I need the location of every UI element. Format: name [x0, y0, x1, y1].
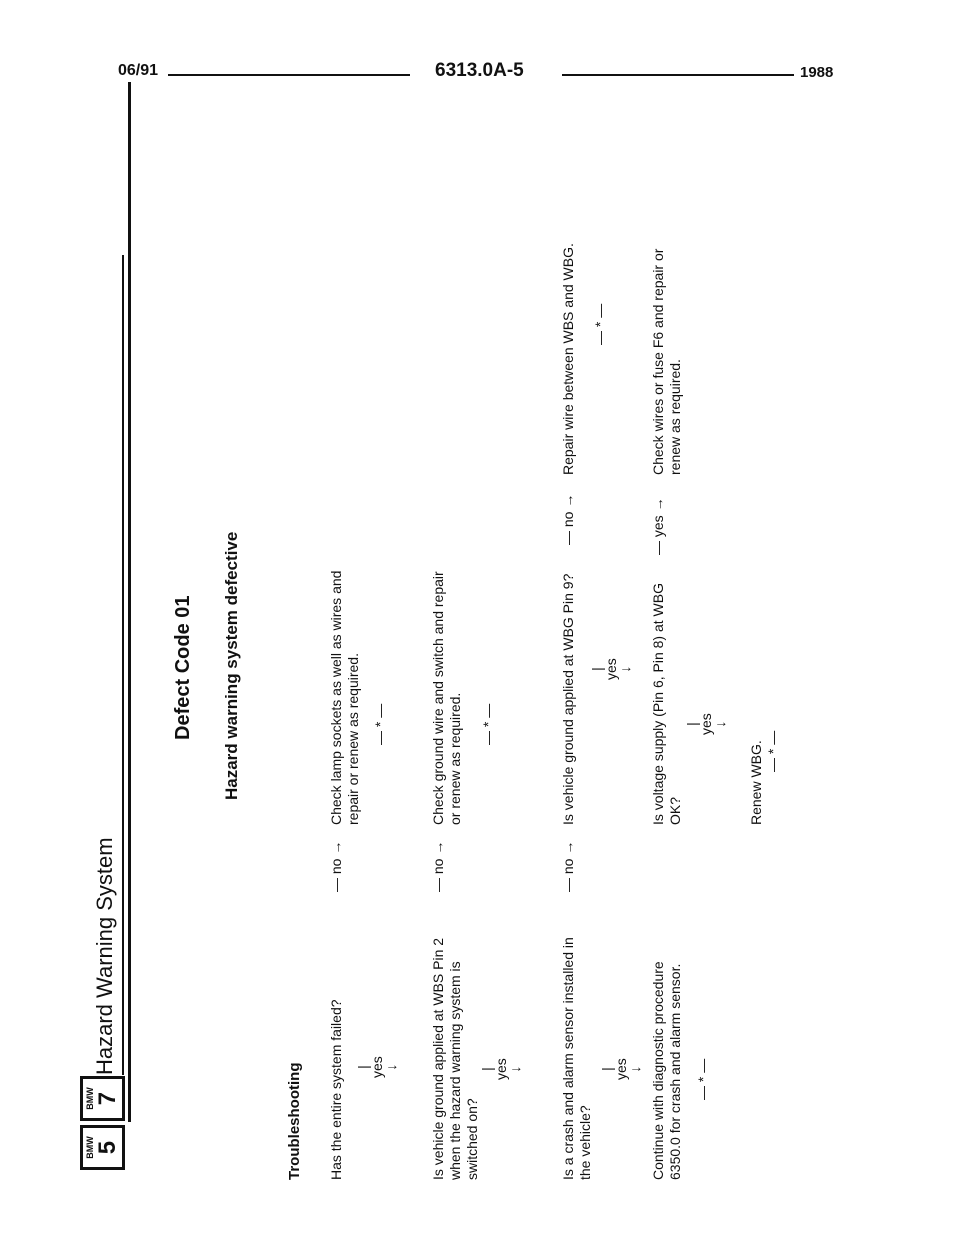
q3-no-arrow: — no → — [560, 840, 576, 892]
q1-end: — * — — [372, 703, 388, 745]
q2-yes: | yes ↓ — [479, 1058, 523, 1080]
q3-text: Is a crash and alarm sensor installed in the vehicle? — [560, 937, 593, 1180]
q2-end: — * — — [480, 703, 496, 745]
q1-no-action: Check lamp sockets as well as wires and repair or renew as required. — [328, 570, 361, 825]
defect-title: Defect Code 01 — [172, 595, 194, 740]
subtitle: Hazard warning system defective — [222, 531, 241, 800]
renew-wbg: Renew WBG. — [748, 740, 764, 825]
continue-text: Continue with diagnostic procedure 6350.0 for crash and alarm sensor. — [650, 961, 683, 1180]
page-body — [60, 100, 780, 1200]
down-arrow-icon: ↓ — [712, 720, 728, 728]
q3-yes: | yes ↓ — [599, 1058, 643, 1080]
bmw-5-badge: BMW 5 — [80, 1125, 125, 1170]
troubleshooting-label: Troubleshooting — [286, 1062, 303, 1180]
header-date: 06/91 — [118, 62, 159, 79]
q4-yes: | yes ↓ — [589, 658, 633, 680]
down-arrow-icon: ↓ — [507, 1065, 523, 1073]
q5-yes-down: | yes ↓ — [684, 713, 728, 735]
q2-text: Is vehicle ground applied at WBS Pin 2 when the hazard warning system is switched on? — [430, 937, 480, 1180]
header-doc-number: 6313.0A-5 — [435, 60, 524, 81]
q1-yes: | yes ↓ — [355, 1056, 399, 1078]
renew-end: — * — — [765, 730, 781, 772]
q4-no-arrow: — no → — [560, 493, 576, 545]
bmw-logo — [80, 1072, 125, 1170]
section-title: Hazard Warning System — [92, 837, 117, 1075]
continue-end: — * — — [695, 1058, 711, 1100]
q2-no-action: Check ground wire and switch and repair or renew as required. — [430, 571, 463, 825]
q5-yes-arrow: — yes → — [650, 497, 666, 555]
header-rule-right — [562, 74, 794, 76]
header-rule-left — [168, 74, 410, 76]
q4-end: — * — — [592, 303, 608, 345]
header-year: 1988 — [800, 64, 834, 81]
q4-no-action: Repair wire between WBS and WBG. — [560, 243, 576, 475]
section-rule — [122, 255, 124, 1075]
down-arrow-icon: ↓ — [617, 665, 633, 673]
bmw-7-badge: BMW 7 — [80, 1076, 125, 1121]
q1-text: Has the entire system failed? — [328, 999, 344, 1180]
down-arrow-icon: ↓ — [627, 1065, 643, 1073]
q1-no-arrow: — no → — [328, 840, 344, 892]
q5-yes-action: Check wires or fuse F6 and repair or renew as required. — [650, 248, 683, 475]
q2-no-arrow: — no → — [430, 840, 446, 892]
q4-text: Is vehicle ground applied at WBG Pin 9? — [560, 573, 576, 825]
q5-text: Is voltage supply (Pin 6, Pin 8) at WBG OK? — [650, 583, 683, 825]
down-arrow-icon: ↓ — [383, 1063, 399, 1071]
